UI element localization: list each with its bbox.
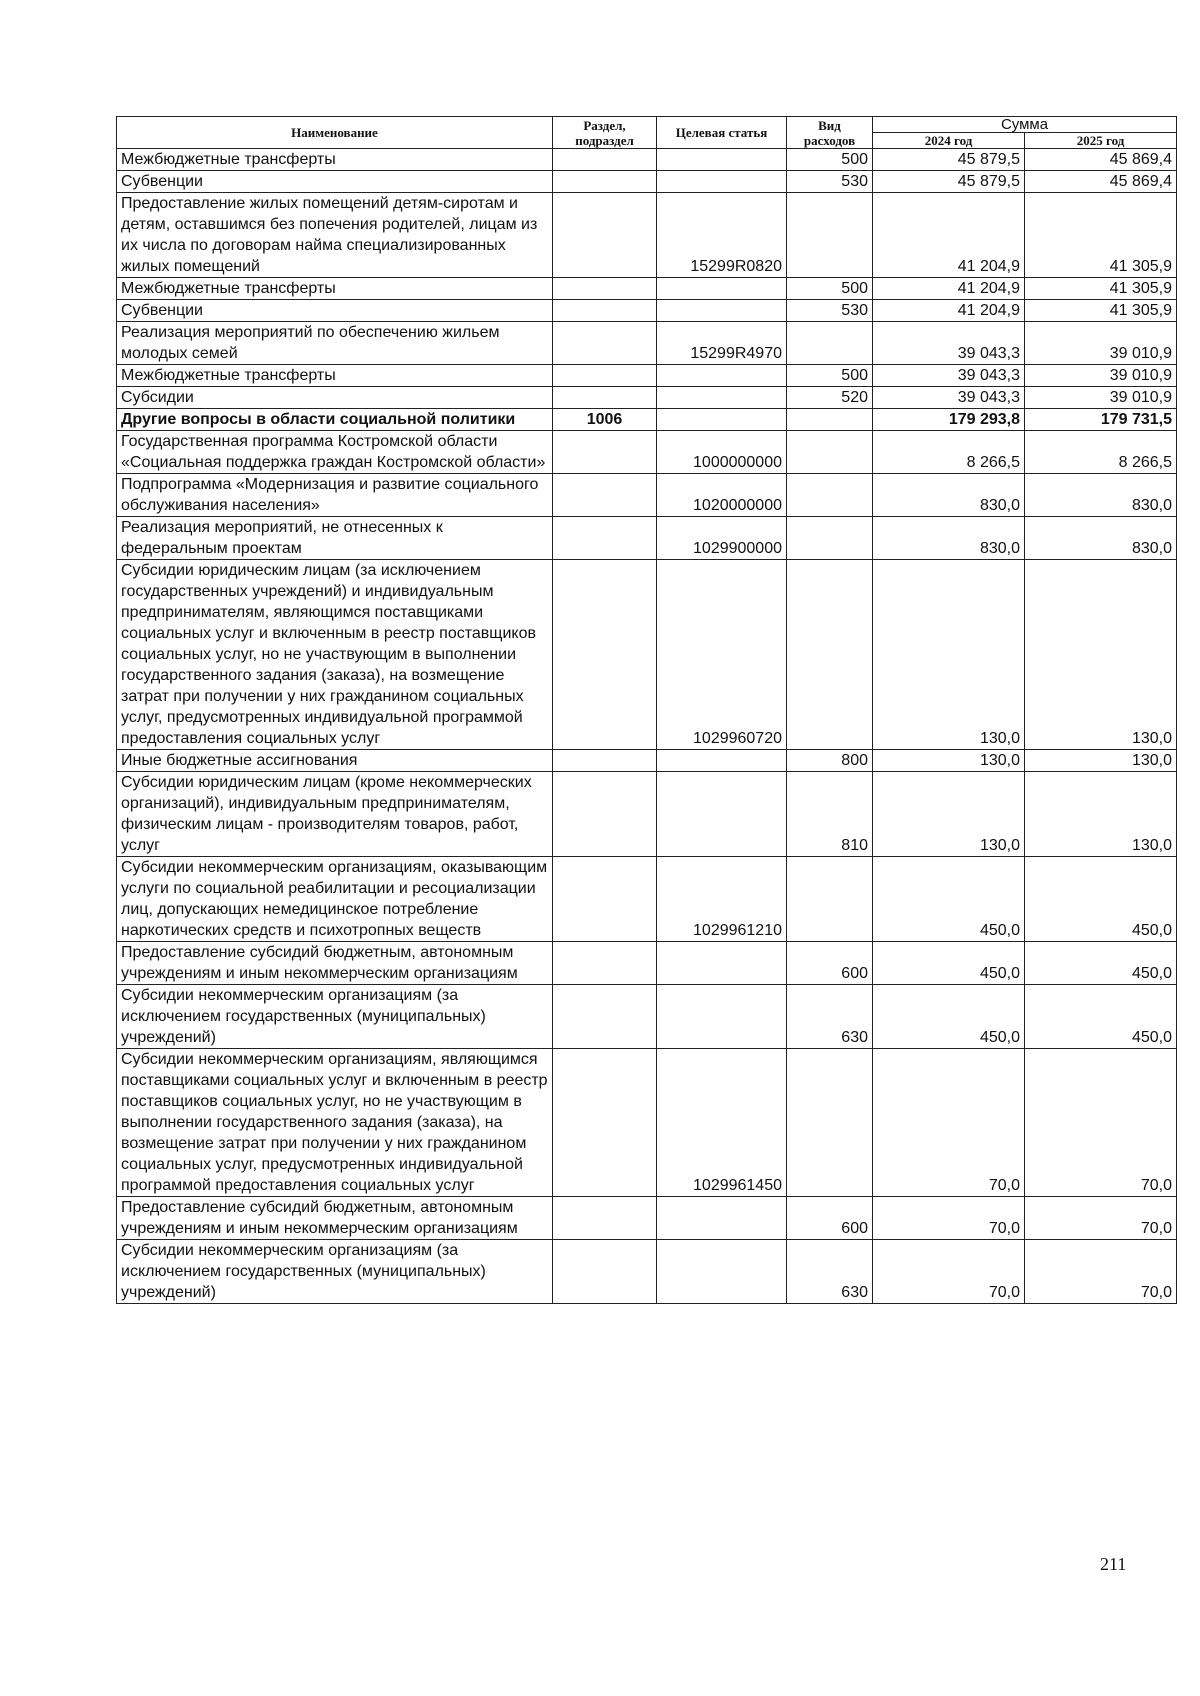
row-target-article — [657, 409, 787, 431]
row-amount-2024: 41 204,9 — [873, 300, 1025, 322]
row-section — [553, 857, 657, 942]
row-section — [553, 942, 657, 985]
row-amount-2024: 130,0 — [873, 560, 1025, 750]
row-name: Межбюджетные трансферты — [117, 365, 553, 387]
table-body — [117, 149, 1177, 1304]
row-amount-2024: 70,0 — [873, 1240, 1025, 1304]
table-row — [117, 409, 1177, 431]
row-amount-2025: 830,0 — [1025, 474, 1177, 517]
table-row — [117, 300, 1177, 322]
table-row — [117, 322, 1177, 365]
row-target-article — [657, 300, 787, 322]
table-row — [117, 942, 1177, 985]
row-name: Субсидии некоммерческим организациям (за исключением государственных (муниципальных) учреждений) — [117, 985, 553, 1049]
row-amount-2024: 41 204,9 — [873, 278, 1025, 300]
row-expense-type — [787, 857, 873, 942]
row-amount-2025: 45 869,4 — [1025, 149, 1177, 171]
row-amount-2025: 70,0 — [1025, 1049, 1177, 1197]
row-target-article: 1000000000 — [657, 431, 787, 474]
row-section — [553, 365, 657, 387]
row-amount-2025: 41 305,9 — [1025, 300, 1177, 322]
row-target-article — [657, 772, 787, 857]
table-row — [117, 517, 1177, 560]
row-section — [553, 517, 657, 560]
row-name: Субсидии некоммерческим организациям, являющимся поставщиками социальных услуг и включенным в реестр поставщиков социальных услуг, но не участвующим в выполнении государственного задания (заказа), на возмещение затрат при получении у них гражданином социальных услуг, предусмотренных индивидуальной программой предоставления социальных услуг — [117, 1049, 553, 1197]
header-year-2025: 2025 год — [1025, 133, 1177, 149]
row-name: Подпрограмма «Модернизация и развитие социального обслуживания населения» — [117, 474, 553, 517]
row-name: Другие вопросы в области социальной политики — [117, 409, 553, 431]
row-name: Субсидии некоммерческим организациям (за исключением государственных (муниципальных) учреждений) — [117, 1240, 553, 1304]
row-amount-2024: 450,0 — [873, 857, 1025, 942]
row-amount-2025: 830,0 — [1025, 517, 1177, 560]
row-section — [553, 1240, 657, 1304]
row-name: Субвенции — [117, 171, 553, 193]
row-amount-2025: 8 266,5 — [1025, 431, 1177, 474]
row-expense-type — [787, 560, 873, 750]
row-amount-2024: 830,0 — [873, 517, 1025, 560]
table-row — [117, 772, 1177, 857]
header-section: Раздел, подраздел — [553, 117, 657, 149]
row-expense-type: 500 — [787, 278, 873, 300]
row-amount-2024: 45 879,5 — [873, 149, 1025, 171]
row-name: Реализация мероприятий по обеспечению жильем молодых семей — [117, 322, 553, 365]
row-section — [553, 387, 657, 409]
row-amount-2024: 450,0 — [873, 985, 1025, 1049]
row-expense-type: 530 — [787, 300, 873, 322]
row-target-article — [657, 1240, 787, 1304]
header-year-2024: 2024 год — [873, 133, 1025, 149]
row-amount-2025: 41 305,9 — [1025, 278, 1177, 300]
row-expense-type: 600 — [787, 942, 873, 985]
row-name: Межбюджетные трансферты — [117, 278, 553, 300]
row-amount-2024: 39 043,3 — [873, 387, 1025, 409]
row-target-article — [657, 387, 787, 409]
row-amount-2024: 45 879,5 — [873, 171, 1025, 193]
row-target-article — [657, 278, 787, 300]
row-amount-2024: 130,0 — [873, 772, 1025, 857]
row-expense-type: 530 — [787, 171, 873, 193]
row-amount-2025: 70,0 — [1025, 1197, 1177, 1240]
row-expense-type — [787, 474, 873, 517]
row-section — [553, 474, 657, 517]
table-row — [117, 149, 1177, 171]
row-expense-type — [787, 1049, 873, 1197]
table-row — [117, 387, 1177, 409]
row-expense-type — [787, 517, 873, 560]
table-row — [117, 278, 1177, 300]
row-section — [553, 985, 657, 1049]
row-amount-2024: 39 043,3 — [873, 322, 1025, 365]
table-row — [117, 474, 1177, 517]
row-amount-2025: 450,0 — [1025, 942, 1177, 985]
row-amount-2024: 41 204,9 — [873, 193, 1025, 278]
row-target-article — [657, 942, 787, 985]
row-amount-2025: 39 010,9 — [1025, 387, 1177, 409]
header-target: Целевая статья — [657, 117, 787, 149]
row-name: Субсидии — [117, 387, 553, 409]
row-amount-2025: 39 010,9 — [1025, 365, 1177, 387]
row-target-article — [657, 149, 787, 171]
row-expense-type — [787, 322, 873, 365]
table-row — [117, 857, 1177, 942]
row-section — [553, 750, 657, 772]
row-expense-type: 500 — [787, 365, 873, 387]
row-section — [553, 278, 657, 300]
row-section — [553, 322, 657, 365]
page-number: 211 — [1100, 1554, 1127, 1574]
row-expense-type: 500 — [787, 149, 873, 171]
row-name: Субвенции — [117, 300, 553, 322]
table-row — [117, 985, 1177, 1049]
row-amount-2024: 70,0 — [873, 1197, 1025, 1240]
header-name: Наименование — [117, 117, 553, 149]
row-target-article — [657, 1197, 787, 1240]
row-amount-2025: 39 010,9 — [1025, 322, 1177, 365]
table-row — [117, 431, 1177, 474]
table-row — [117, 1197, 1177, 1240]
row-name: Предоставление субсидий бюджетным, автономным учреждениям и иным некоммерческим организациям — [117, 1197, 553, 1240]
row-expense-type — [787, 193, 873, 278]
row-expense-type: 810 — [787, 772, 873, 857]
row-name: Субсидии некоммерческим организациям, оказывающим услуги по социальной реабилитации и ресоциализации лиц, допускающих немедицинское потребление наркотических средств и психотропных веществ — [117, 857, 553, 942]
row-name: Субсидии юридическим лицам (за исключением государственных учреждений) и индивидуальным предпринимателям, являющимся поставщиками социальных услуг и включенным в реестр поставщиков социальных услуг, но не участвующим в выполнении государственного задания (заказа), на возмещение затрат при получении у них гражданином социальных услуг, предусмотренных индивидуальной программой предоставления социальных услуг — [117, 560, 553, 750]
row-expense-type — [787, 409, 873, 431]
row-amount-2025: 41 305,9 — [1025, 193, 1177, 278]
row-name: Иные бюджетные ассигнования — [117, 750, 553, 772]
row-target-article: 1029961450 — [657, 1049, 787, 1197]
row-expense-type: 630 — [787, 1240, 873, 1304]
row-amount-2025: 70,0 — [1025, 1240, 1177, 1304]
row-section — [553, 300, 657, 322]
budget-table — [116, 116, 1177, 1304]
row-section: 1006 — [553, 409, 657, 431]
header-sum: Сумма — [873, 117, 1177, 133]
row-amount-2024: 830,0 — [873, 474, 1025, 517]
row-name: Реализация мероприятий, не отнесенных к федеральным проектам — [117, 517, 553, 560]
row-expense-type: 800 — [787, 750, 873, 772]
table-header — [117, 117, 1177, 149]
table-row — [117, 750, 1177, 772]
row-amount-2025: 450,0 — [1025, 857, 1177, 942]
row-name: Государственная программа Костромской области «Социальная поддержка граждан Костромской области» — [117, 431, 553, 474]
row-amount-2024: 179 293,8 — [873, 409, 1025, 431]
row-section — [553, 1049, 657, 1197]
row-target-article: 1020000000 — [657, 474, 787, 517]
row-target-article — [657, 985, 787, 1049]
row-amount-2025: 45 869,4 — [1025, 171, 1177, 193]
row-amount-2025: 130,0 — [1025, 772, 1177, 857]
row-expense-type: 520 — [787, 387, 873, 409]
row-target-article: 1029960720 — [657, 560, 787, 750]
row-target-article: 1029900000 — [657, 517, 787, 560]
row-expense-type — [787, 431, 873, 474]
row-target-article: 15299R4970 — [657, 322, 787, 365]
row-expense-type: 630 — [787, 985, 873, 1049]
row-section — [553, 772, 657, 857]
row-amount-2025: 179 731,5 — [1025, 409, 1177, 431]
table-row — [117, 1240, 1177, 1304]
header-kind: Вид расходов — [787, 117, 873, 149]
row-target-article — [657, 171, 787, 193]
row-amount-2024: 450,0 — [873, 942, 1025, 985]
row-target-article — [657, 365, 787, 387]
row-section — [553, 1197, 657, 1240]
table-row — [117, 193, 1177, 278]
row-name: Предоставление субсидий бюджетным, автономным учреждениям и иным некоммерческим организациям — [117, 942, 553, 985]
row-section — [553, 560, 657, 750]
row-amount-2024: 130,0 — [873, 750, 1025, 772]
row-name: Субсидии юридическим лицам (кроме некоммерческих организаций), индивидуальным предпринимателям, физическим лицам - производителям товаров, работ, услуг — [117, 772, 553, 857]
row-target-article: 1029961210 — [657, 857, 787, 942]
row-expense-type: 600 — [787, 1197, 873, 1240]
row-amount-2024: 8 266,5 — [873, 431, 1025, 474]
row-amount-2024: 70,0 — [873, 1049, 1025, 1197]
row-target-article: 15299R0820 — [657, 193, 787, 278]
table-row — [117, 365, 1177, 387]
row-amount-2025: 130,0 — [1025, 750, 1177, 772]
table-row — [117, 560, 1177, 750]
row-section — [553, 149, 657, 171]
table-row — [117, 1049, 1177, 1197]
row-amount-2025: 130,0 — [1025, 560, 1177, 750]
row-target-article — [657, 750, 787, 772]
row-name: Межбюджетные трансферты — [117, 149, 553, 171]
table-row — [117, 171, 1177, 193]
row-section — [553, 193, 657, 278]
row-amount-2025: 450,0 — [1025, 985, 1177, 1049]
row-section — [553, 431, 657, 474]
row-name: Предоставление жилых помещений детям-сиротам и детям, оставшимся без попечения родителей, лицам из их числа по договорам найма специализированных жилых помещений — [117, 193, 553, 278]
row-amount-2024: 39 043,3 — [873, 365, 1025, 387]
row-section — [553, 171, 657, 193]
